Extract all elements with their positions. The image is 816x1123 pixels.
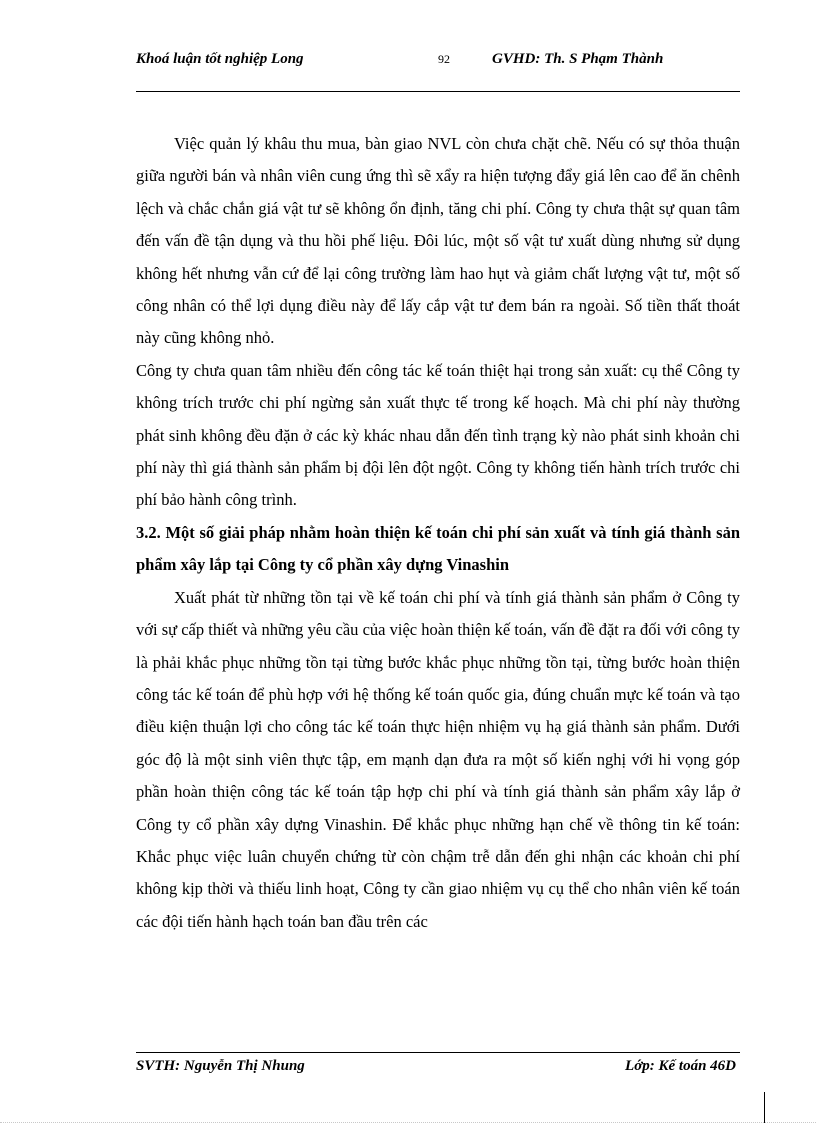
page-footer	[136, 1055, 740, 1079]
page-number: 92	[438, 52, 450, 66]
header-thesis-title: Khoá luận tốt nghiệp Long	[136, 51, 304, 67]
footer-divider	[136, 1052, 740, 1053]
section-heading-3-2: 3.2. Một số giải pháp nhằm hoàn thiện kế toán chi phí sản xuất và tính giá thành sản phẩm xây lắp tại Công ty cổ phần xây dựng Vinashin	[136, 522, 740, 575]
paragraph-procurement: Việc quản lý khâu thu mua, bàn giao NVL còn chưa chặt chẽ. Nếu có sự thỏa thuận giữa người bán và nhân viên cung ứng thì sẽ xẩy ra hiện tượng đẩy giá lên cao để ăn chênh lệch và chắc chắn giá vật tư sẽ không ổn định, tăng chi phí. Công ty chưa thật sự quan tâm đến vấn đề tận dụng và thu hồi phế liệu. Đôi lúc, một số vật tư xuất dùng nhưng sử dụng không hết nhưng vẫn cứ để lại công trường làm hao hụt và giảm chất lượng vật tư, một số công nhân có thể lợi dụng điều này để lấy cắp vật tư đem bán ra ngoài. Số tiền thất thoát này cũng không nhỏ.	[136, 134, 740, 348]
page-corner-mark	[764, 1092, 765, 1123]
paragraph-production-damage: Công ty chưa quan tâm nhiều đến công tác kế toán thiệt hại trong sản xuất: cụ thể Công ty không trích trước chi phí ngừng sản xuất thực tế trong kế hoạch. Mà chi phí này thường phát sinh không đều đặn ở các kỳ khác nhau dẫn đến tình trạng kỳ nào phát sinh khoản chi phí này thì giá thành sản phẩm bị đội lên đột ngột. Công ty không tiến hành trích trước chi phí bảo hành công trình.	[136, 360, 740, 510]
footer-class: Lớp: Kế toán 46D	[625, 1058, 736, 1074]
page-header	[136, 48, 740, 92]
footer-student: SVTH: Nguyễn Thị Nhung	[136, 1058, 305, 1074]
paragraph-solutions: Xuất phát từ những tồn tại về kế toán chi phí và tính giá thành sản phẩm ở Công ty với sự cấp thiết và những yêu cầu của việc hoàn thiện kế toán, vấn đề đặt ra đối với công ty là phải khắc phục những tồn tại từng bước khắc phục những tồn tại, từng bước hoàn thiện công tác kế toán để phù hợp với hệ thống kế toán quốc gia, đúng chuẩn mực kế toán và tạo điều kiện thuận lợi cho công tác kế toán thực hiện nhiệm vụ hạ giá thành sản phẩm. Dưới góc độ là một sinh viên thực tập, em mạnh dạn đưa ra một số kiến nghị với hi vọng góp phần hoàn thiện công tác kế toán tập hợp chi phí và tính giá thành sản phẩm xây lắp ở Công ty cổ phần xây dựng Vinashin. Để khắc phục những hạn chế về thông tin kế toán: Khắc phục việc luân chuyển chứng từ còn chậm trễ dẫn đến ghi nhận các khoản chi phí không kịp thời và thiếu linh hoạt, Công ty cần giao nhiệm vụ cụ thể cho nhân viên kế toán các đội tiến hành hạch toán ban đầu trên các	[136, 587, 740, 931]
header-supervisor: GVHD: Th. S Phạm Thành	[492, 51, 664, 67]
document-body	[136, 128, 740, 938]
header-divider	[136, 91, 740, 92]
